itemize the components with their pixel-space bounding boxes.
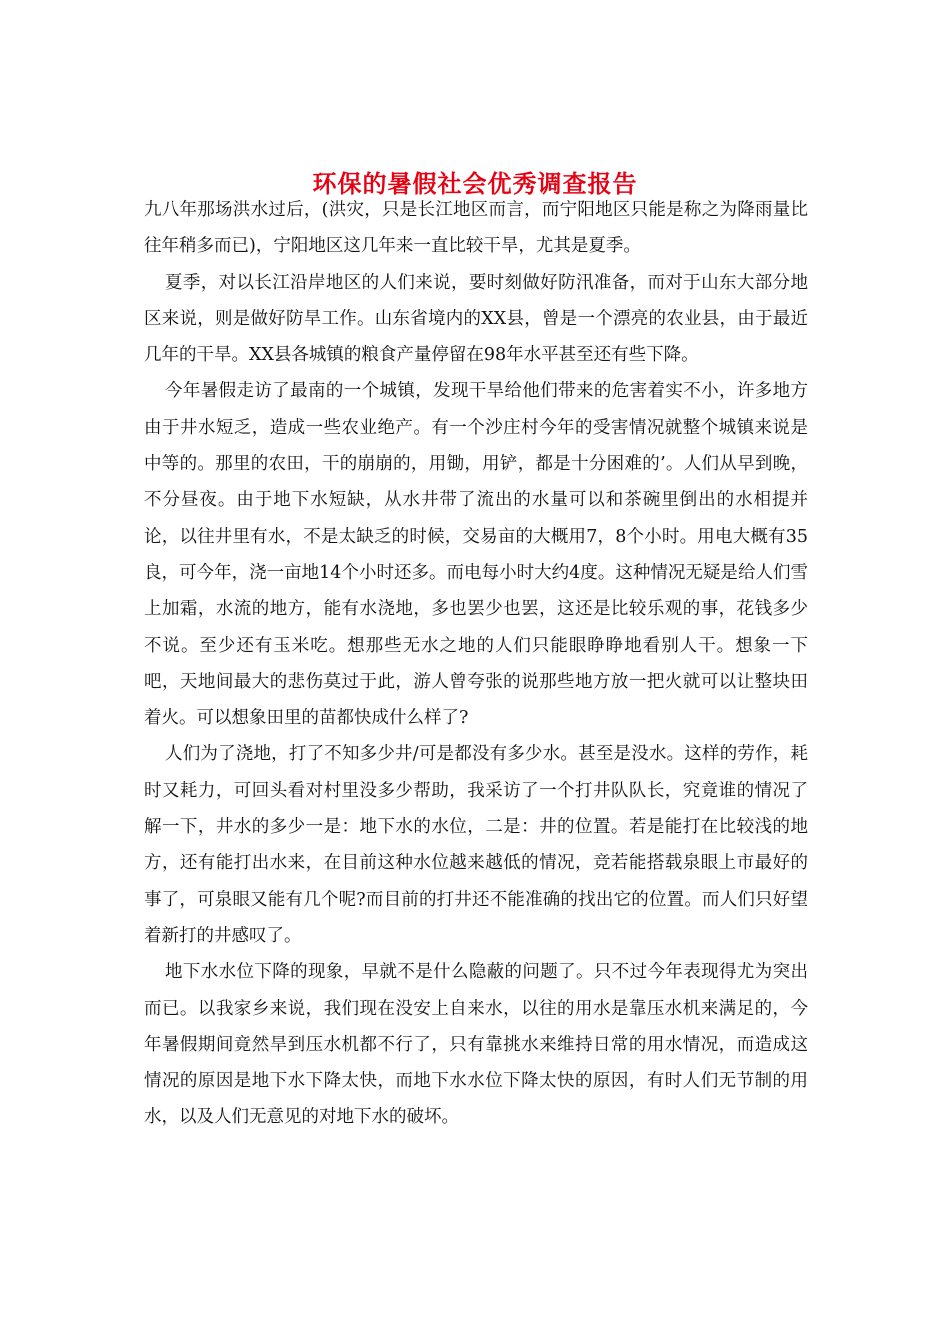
document-title: 环保的暑假社会优秀调查报告	[312, 169, 638, 199]
document-body	[144, 192, 808, 1136]
paragraph-4: 人们为了浇地，打了不知多少井/可是都没有多少水。甚至是没水。这样的劳作，耗时又耗力，可回头看对村里没多少帮助，我采访了一个打井队队长，究竟谁的情况了解一下，井水的多少一是：地下水的水位，二是：井的位置。若是能打在比较浅的地方，还有能打出水来，在目前这种水位越来越低的情况，竞若能搭载泉眼上市最好的事了，可泉眼又能有几个呢?而目前的打井还不能准确的找出它的位置。而人们只好望着新打的井感叹了。	[144, 744, 808, 946]
paragraph-2: 夏季，对以长江沿岸地区的人们来说，要时刻做好防汛准备，而对于山东大部分地区来说，则是做好防旱工作。山东省境内的XX县，曾是一个漂亮的农业县，由于最近几年的干旱。XX县各城镇的粮食产量停留在98年水平甚至还有些下降。	[144, 272, 808, 366]
paragraph-3: 今年暑假走访了最南的一个城镇，发现干旱给他们带来的危害着实不小，许多地方由于井水短乏，造成一些农业绝产。有一个沙庄村今年的受害情况就整个城镇来说是中等的。那里的农田，干的崩崩的，用锄，用铲，都是十分困难的’。人们从早到晚，不分昼夜。由于地下水短缺，从水井带了流出的水量可以和茶碗里倒出的水相提并论，以往井里有水，不是太缺乏的时候，交易亩的大概用7，8个小时。用电大概有35良，可今年，浇一亩地14个小时还多。而电每小时大约4度。这种情况无疑是给人们雪上加霜，水流的地方，能有水浇地，多也罢少也罢，这还是比较乐观的事，花钱多少不说。至少还有玉米吃。想那些无水之地的人们只能眼睁睁地看别人干。想象一下吧，天地间最大的悲伤莫过于此，游人曾夸张的说那些地方放一把火就可以让整块田着火。可以想象田里的苗都快成什么样了?	[144, 381, 808, 729]
paragraph-5: 地下水水位下降的现象，早就不是什么隐蔽的问题了。只不过今年表现得尤为突出而已。以我家乡来说，我们现在没安上自来水，以往的用水是靠压水机来满足的，今年暑假期间竟然旱到压水机都不行了，只有靠挑水来维持日常的用水情况，而造成这情况的原因是地下水下降太快，而地下水水位下降太快的原因，有时人们无节制的用水，以及人们无意见的对地下水的破坏。	[144, 962, 808, 1128]
paragraph-1: 九八年那场洪水过后，(洪灾，只是长江地区而言，而宁阳地区只能是称之为降雨量比往年稍多而已)，宁阳地区这几年来一直比较干旱，尤其是夏季。	[144, 200, 808, 257]
